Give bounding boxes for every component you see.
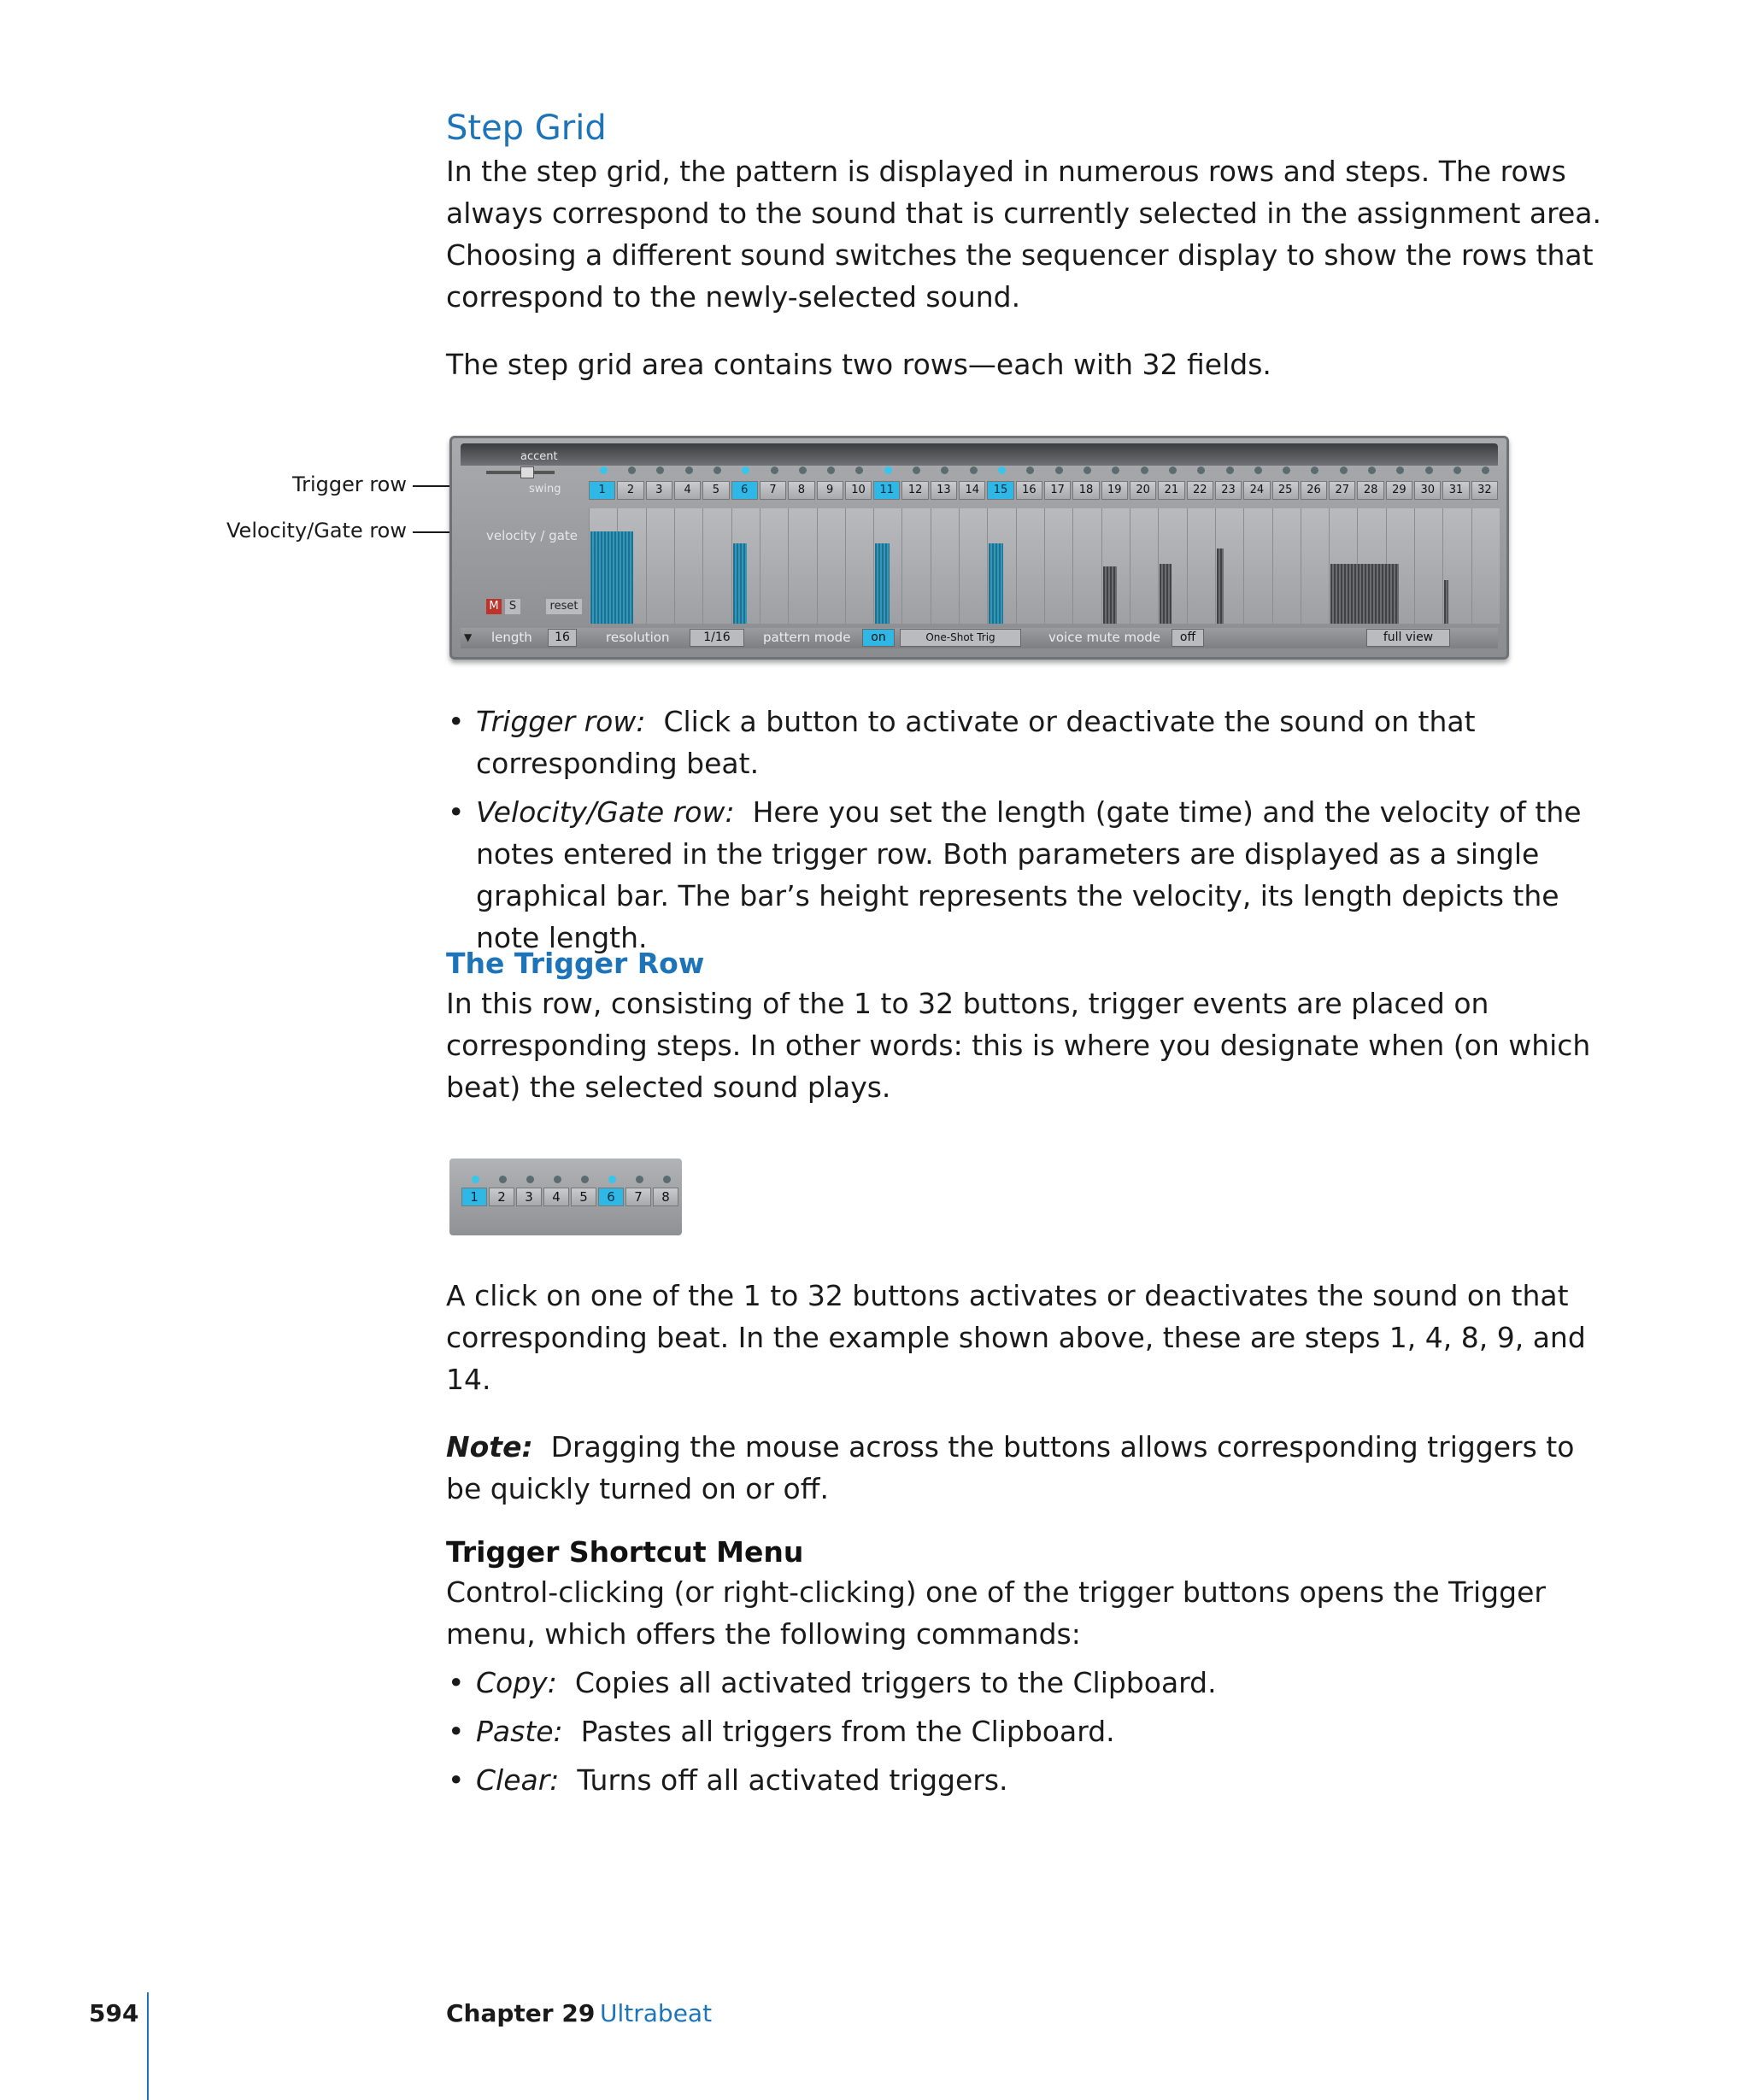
bullet-trigger-row [446,701,1608,784]
trigger-button-14[interactable]: 14 [959,481,985,500]
full-view-button[interactable]: full view [1366,629,1450,647]
paragraph-intro: In the step grid, the pattern is displayed in numerous rows and steps. The rows always correspond to the sound that is currently selected in the assignment area. Choosing a different sound switches the sequencer display to show the rows that correspond to the newly-selected sound. [446,155,1601,314]
trigger-button-17[interactable]: 17 [1044,481,1071,500]
velocity-step-column[interactable] [1016,508,1044,624]
velocity-gate-label: velocity / gate [486,528,578,543]
trigger-button-3[interactable]: 3 [646,481,672,500]
trigger-row-section [446,947,1608,1108]
accent-dot[interactable] [1083,466,1091,474]
trigger-button-2[interactable]: 2 [489,1188,514,1206]
resolution-label: resolution [606,630,670,645]
accent-dot[interactable] [714,466,721,474]
solo-button[interactable]: S [505,599,520,614]
bullet-term: Copy: [476,1665,557,1699]
velocity-step-column[interactable] [646,508,674,624]
trigger-button-24[interactable]: 24 [1243,481,1270,500]
footer-section-link[interactable]: Ultrabeat [600,1999,713,2027]
accent-dot[interactable] [656,466,664,474]
trigger-button-29[interactable]: 29 [1386,481,1412,500]
velocity-bar[interactable] [1330,564,1399,624]
bullet-term: Velocity/Gate row: [476,795,735,829]
trigger-button-6[interactable]: 6 [731,481,758,500]
accent-dot[interactable] [742,466,749,474]
trigger-button-5[interactable]: 5 [571,1188,596,1206]
footer-chapter: Chapter 29 [446,1999,596,2027]
accent-dot[interactable] [685,466,693,474]
trigger-button-9[interactable]: 9 [817,481,843,500]
accent-slider[interactable] [486,471,555,474]
pattern-mode-label: pattern mode [763,630,851,645]
accent-dot[interactable] [472,1176,479,1183]
trigger-button-4[interactable]: 4 [674,481,701,500]
velocity-step-column[interactable] [1243,508,1271,624]
accent-slider-handle[interactable] [520,466,534,478]
bullet-text: Copies all activated triggers to the Clipboard. [574,1665,1217,1699]
note [446,1426,1608,1510]
bullet-term: Clear: [476,1763,560,1797]
page-number: 594 [89,1999,139,2027]
accent-dot[interactable] [1026,466,1034,474]
trigger-button-21[interactable]: 21 [1158,481,1184,500]
section-title: Step Grid [446,109,607,148]
velocity-step-column[interactable] [1301,508,1329,624]
accent-dot[interactable] [799,466,807,474]
bullet-text: Turns off all activated triggers. [577,1763,1008,1797]
accent-dot[interactable] [1112,466,1119,474]
detail-dots-row [461,1176,680,1184]
accent-dot[interactable] [827,466,835,474]
length-value[interactable]: 16 [548,629,577,647]
after-detail-block [446,1275,1608,1801]
trigger-button-31[interactable]: 31 [1442,481,1469,500]
trigger-button-12[interactable]: 12 [901,481,928,500]
trigger-button-16[interactable]: 16 [1016,481,1042,500]
accent-dot[interactable] [1340,466,1348,474]
trigger-button-27[interactable]: 27 [1329,481,1355,500]
trigger-button-28[interactable]: 28 [1357,481,1383,500]
trigger-button-4[interactable]: 4 [543,1188,569,1206]
accent-dot[interactable] [663,1176,671,1183]
velocity-step-column[interactable] [1044,508,1072,624]
velocity-bar[interactable] [875,543,890,625]
resolution-value[interactable]: 1/16 [690,629,744,647]
paragraph-two-rows: The step grid area contains two rows—each with 32 fields. [446,348,1271,381]
velocity-step-column[interactable] [1072,508,1101,624]
velocity-bar[interactable] [733,543,748,625]
trigger-button-30[interactable]: 30 [1414,481,1441,500]
accent-dot[interactable] [884,466,892,474]
accent-dot[interactable] [600,466,608,474]
trigger-button-26[interactable]: 26 [1301,481,1327,500]
velocity-step-column[interactable] [788,508,816,624]
trigger-button-15[interactable]: 15 [987,481,1013,500]
bullet-copy [446,1662,1608,1704]
accent-dot[interactable] [970,466,978,474]
accent-dot[interactable] [1425,466,1433,474]
paragraph-shortcut-menu: Control-clicking (or right-clicking) one of the trigger buttons opens the Trigger menu, which offers the following commands: [446,1575,1546,1651]
trigger-button-7[interactable]: 7 [625,1188,651,1206]
trigger-row-title: The Trigger Row [446,947,705,980]
accent-dot[interactable] [526,1176,534,1183]
velocity-bar[interactable] [1444,580,1448,624]
voice-mute-toggle[interactable]: off [1172,629,1204,647]
velocity-step-column[interactable] [817,508,845,624]
velocity-bar[interactable] [590,531,633,624]
accent-dot[interactable] [1368,466,1376,474]
trigger-button-19[interactable]: 19 [1101,481,1128,500]
accent-dot[interactable] [855,466,863,474]
bullet-term: Trigger row: [476,705,646,738]
trig-mode-select[interactable]: One-Shot Trig [900,629,1021,647]
trigger-row-detail [449,1159,682,1235]
reset-button[interactable]: reset [546,599,582,614]
accent-dot[interactable] [998,466,1006,474]
trigger-row [589,481,1500,500]
trigger-button-1[interactable]: 1 [589,481,615,500]
chevron-down-icon[interactable]: ▼ [464,631,473,643]
trigger-button-6[interactable]: 6 [598,1188,624,1206]
note-label: Note: [446,1430,533,1464]
accent-dot[interactable] [1169,466,1177,474]
panel-bottom-bar [461,628,1498,648]
accent-dot[interactable] [1055,466,1063,474]
velocity-bar[interactable] [989,543,1003,625]
velocity-step-column[interactable] [674,508,702,624]
accent-dot[interactable] [1226,466,1234,474]
velocity-bar[interactable] [1160,564,1171,624]
accent-dot[interactable] [1311,466,1318,474]
accent-dot[interactable] [1141,466,1148,474]
accent-dot[interactable] [608,1176,616,1183]
trigger-button-7[interactable]: 7 [760,481,786,500]
bullet-term: Paste: [476,1714,563,1748]
shortcut-menu-title: Trigger Shortcut Menu [446,1535,804,1569]
accent-dot[interactable] [1283,466,1290,474]
accent-dot[interactable] [913,466,920,474]
accent-dot[interactable] [554,1176,561,1183]
accent-dot[interactable] [499,1176,507,1183]
accent-dot[interactable] [636,1176,643,1183]
trigger-button-1[interactable]: 1 [461,1188,487,1206]
trigger-button-22[interactable]: 22 [1187,481,1213,500]
velocity-step-column[interactable] [702,508,731,624]
velocity-step-column[interactable] [1414,508,1442,624]
mute-button[interactable]: M [486,599,502,614]
velocity-step-column[interactable] [1272,508,1301,624]
velocity-bar[interactable] [1217,548,1224,624]
velocity-step-column[interactable] [1130,508,1158,624]
trigger-button-11[interactable]: 11 [873,481,900,500]
bullet-list-rows [446,701,1608,959]
accent-dot[interactable] [581,1176,589,1183]
footer-rule [147,1992,149,2100]
bullet-text: Pastes all triggers from the Clipboard. [580,1714,1115,1748]
pattern-mode-toggle[interactable]: on [862,629,895,647]
velocity-gate-row[interactable] [589,508,1500,624]
note-text: Dragging the mouse across the buttons allows corresponding triggers to be quickly turned on or off. [446,1430,1575,1505]
velocity-bar[interactable] [1103,566,1118,625]
accent-dot[interactable] [1197,466,1205,474]
accent-dot[interactable] [771,466,778,474]
voice-mute-mode-label: voice mute mode [1048,630,1161,645]
length-label: length [491,630,532,645]
trigger-button-23[interactable]: 23 [1215,481,1242,500]
accent-dot[interactable] [1453,466,1461,474]
trigger-button-3[interactable]: 3 [516,1188,542,1206]
trigger-button-20[interactable]: 20 [1130,481,1156,500]
velocity-step-column[interactable] [845,508,873,624]
accent-dot[interactable] [1396,466,1404,474]
velocity-step-column[interactable] [959,508,987,624]
trigger-button-5[interactable]: 5 [702,481,729,500]
accent-dot[interactable] [1254,466,1262,474]
trigger-button-18[interactable]: 18 [1072,481,1099,500]
trigger-button-10[interactable]: 10 [845,481,872,500]
velocity-step-column[interactable] [760,508,788,624]
trigger-button-2[interactable]: 2 [617,481,643,500]
trigger-button-13[interactable]: 13 [931,481,957,500]
velocity-step-column[interactable] [1187,508,1215,624]
trigger-button-8[interactable]: 8 [788,481,814,500]
trigger-button-25[interactable]: 25 [1272,481,1299,500]
intro-block [446,108,1608,385]
bullet-velocity-row [446,791,1608,959]
callout-trigger-row: Trigger row [291,472,407,496]
velocity-step-column[interactable] [931,508,959,624]
bullet-text: Here you set the length (gate time) and the velocity of the notes entered in the trigger row. Both parameters are displayed as a single graphical bar. The bar’s height represents the velocity, its length depicts the note length. [476,795,1582,954]
accent-dot[interactable] [941,466,948,474]
trigger-button-32[interactable]: 32 [1471,481,1498,500]
panel-header [461,443,1498,466]
accent-dot[interactable] [1482,466,1489,474]
bullet-text: Click a button to activate or deactivate the sound on that corresponding beat. [476,705,1476,780]
paragraph-example-steps: A click on one of the 1 to 32 buttons activates or deactivates the sound on that corresponding beat. In the example shown above, these are steps 1, 4, 8, 9, and 14. [446,1279,1586,1396]
accent-label: accent [520,450,558,463]
detail-trigger-row [461,1188,680,1206]
swing-label: swing [529,483,561,496]
bullet-paste [446,1710,1608,1752]
accent-dots-row [589,466,1500,477]
bullet-clear [446,1759,1608,1801]
trigger-button-8[interactable]: 8 [653,1188,678,1206]
velocity-step-column[interactable] [901,508,930,624]
accent-dot[interactable] [628,466,636,474]
step-grid-panel [449,436,1509,660]
paragraph-trigger-row: In this row, consisting of the 1 to 32 buttons, trigger events are placed on corresponding steps. In other words: this is where you designate when (on which beat) the selected sound plays. [446,986,1591,1104]
velocity-step-column[interactable] [1471,508,1500,624]
callout-velocity-row: Velocity/Gate row [226,519,407,543]
